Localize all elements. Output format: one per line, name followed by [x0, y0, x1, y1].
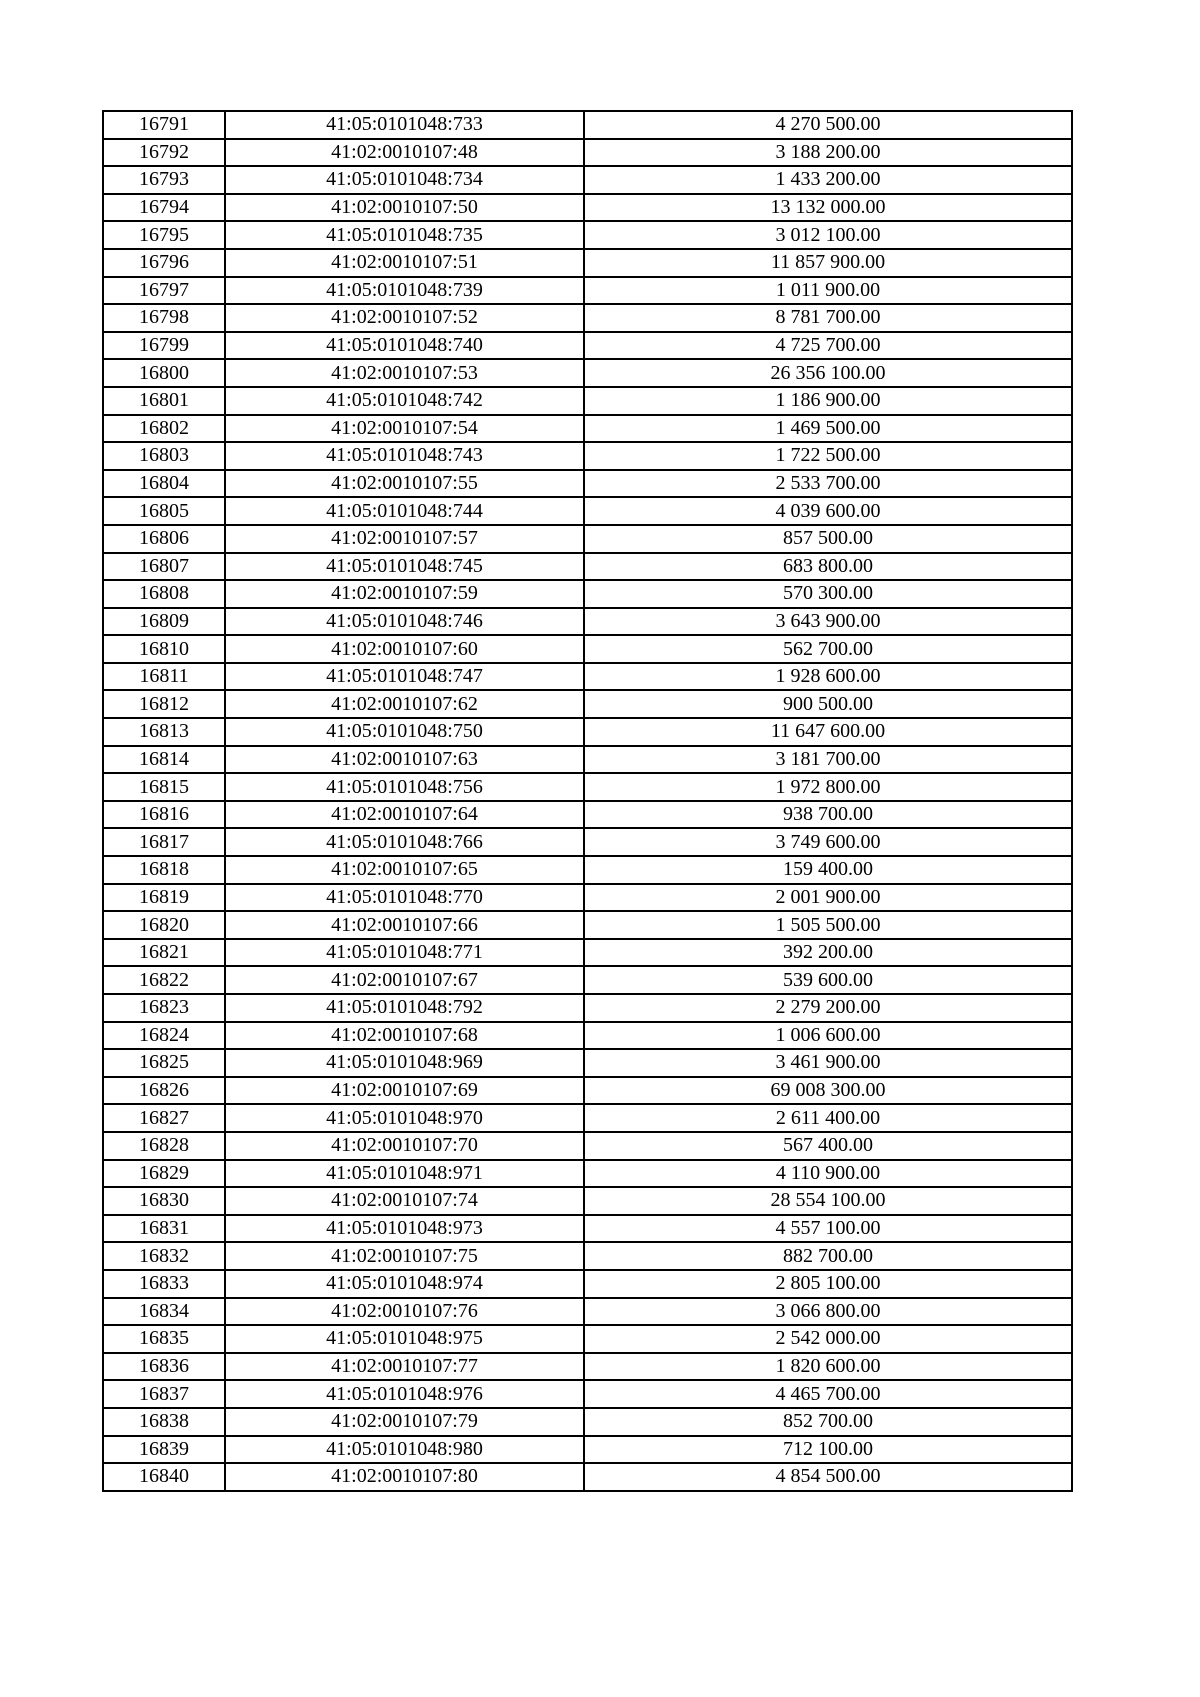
cadastral-number-cell: 41:05:0101048:969: [225, 1049, 584, 1077]
cadastral-value-cell: 1 928 600.00: [584, 663, 1072, 691]
cadastral-value-cell: 1 011 900.00: [584, 277, 1072, 305]
table-row: [103, 773, 1072, 801]
cadastral-value-cell: 2 279 200.00: [584, 994, 1072, 1022]
cadastral-number-cell: 41:02:0010107:64: [225, 801, 584, 829]
cadastral-number-cell: 41:02:0010107:65: [225, 856, 584, 884]
table-row: [103, 856, 1072, 884]
cadastral-value-table: [102, 110, 1073, 1492]
cadastral-value-cell: 11 647 600.00: [584, 718, 1072, 746]
cadastral-value-cell: 562 700.00: [584, 635, 1072, 663]
cadastral-number-cell: 41:02:0010107:57: [225, 525, 584, 553]
cadastral-value-cell: 3 749 600.00: [584, 828, 1072, 856]
table-row: [103, 1325, 1072, 1353]
cadastral-number-cell: 41:02:0010107:48: [225, 139, 584, 167]
row-number-cell: 16821: [103, 939, 225, 967]
table-row: [103, 690, 1072, 718]
row-number-cell: 16828: [103, 1132, 225, 1160]
cadastral-value-cell: 1 469 500.00: [584, 415, 1072, 443]
cadastral-number-cell: 41:05:0101048:734: [225, 166, 584, 194]
table-row: [103, 387, 1072, 415]
row-number-cell: 16825: [103, 1049, 225, 1077]
row-number-cell: 16830: [103, 1187, 225, 1215]
cadastral-number-cell: 41:05:0101048:971: [225, 1160, 584, 1188]
cadastral-value-cell: 567 400.00: [584, 1132, 1072, 1160]
table-row: [103, 1132, 1072, 1160]
cadastral-number-cell: 41:02:0010107:77: [225, 1353, 584, 1381]
table-row: [103, 1049, 1072, 1077]
cadastral-value-cell: 11 857 900.00: [584, 249, 1072, 277]
row-number-cell: 16812: [103, 690, 225, 718]
table-row: [103, 1242, 1072, 1270]
cadastral-value-cell: 683 800.00: [584, 553, 1072, 581]
cadastral-value-cell: 392 200.00: [584, 939, 1072, 967]
table-row: [103, 332, 1072, 360]
row-number-cell: 16815: [103, 773, 225, 801]
row-number-cell: 16809: [103, 608, 225, 636]
table-row: [103, 194, 1072, 222]
table-row: [103, 249, 1072, 277]
table-body: [103, 111, 1072, 1491]
cadastral-number-cell: 41:05:0101048:745: [225, 553, 584, 581]
row-number-cell: 16802: [103, 415, 225, 443]
row-number-cell: 16795: [103, 221, 225, 249]
cadastral-number-cell: 41:05:0101048:974: [225, 1270, 584, 1298]
row-number-cell: 16840: [103, 1463, 225, 1491]
cadastral-value-cell: 1 186 900.00: [584, 387, 1072, 415]
cadastral-value-cell: 3 012 100.00: [584, 221, 1072, 249]
cadastral-number-cell: 41:02:0010107:74: [225, 1187, 584, 1215]
table-row: [103, 1160, 1072, 1188]
cadastral-value-cell: 539 600.00: [584, 966, 1072, 994]
cadastral-value-cell: 2 542 000.00: [584, 1325, 1072, 1353]
row-number-cell: 16792: [103, 139, 225, 167]
cadastral-number-cell: 41:05:0101048:743: [225, 442, 584, 470]
cadastral-number-cell: 41:05:0101048:756: [225, 773, 584, 801]
cadastral-value-cell: 3 188 200.00: [584, 139, 1072, 167]
row-number-cell: 16796: [103, 249, 225, 277]
cadastral-value-cell: 852 700.00: [584, 1408, 1072, 1436]
cadastral-value-cell: 4 039 600.00: [584, 497, 1072, 525]
cadastral-number-cell: 41:05:0101048:750: [225, 718, 584, 746]
row-number-cell: 16803: [103, 442, 225, 470]
cadastral-number-cell: 41:02:0010107:54: [225, 415, 584, 443]
cadastral-value-cell: 3 066 800.00: [584, 1298, 1072, 1326]
cadastral-value-cell: 712 100.00: [584, 1436, 1072, 1464]
row-number-cell: 16833: [103, 1270, 225, 1298]
table-row: [103, 470, 1072, 498]
cadastral-value-cell: 938 700.00: [584, 801, 1072, 829]
table-row: [103, 635, 1072, 663]
table-row: [103, 497, 1072, 525]
row-number-cell: 16798: [103, 304, 225, 332]
row-number-cell: 16829: [103, 1160, 225, 1188]
table-row: [103, 277, 1072, 305]
cadastral-number-cell: 41:02:0010107:70: [225, 1132, 584, 1160]
cadastral-number-cell: 41:02:0010107:52: [225, 304, 584, 332]
row-number-cell: 16813: [103, 718, 225, 746]
cadastral-number-cell: 41:05:0101048:733: [225, 111, 584, 139]
cadastral-value-cell: 4 110 900.00: [584, 1160, 1072, 1188]
row-number-cell: 16799: [103, 332, 225, 360]
row-number-cell: 16823: [103, 994, 225, 1022]
cadastral-value-cell: 4 465 700.00: [584, 1380, 1072, 1408]
cadastral-number-cell: 41:05:0101048:970: [225, 1104, 584, 1132]
row-number-cell: 16827: [103, 1104, 225, 1132]
table-row: [103, 1104, 1072, 1132]
table-row: [103, 939, 1072, 967]
row-number-cell: 16801: [103, 387, 225, 415]
row-number-cell: 16811: [103, 663, 225, 691]
row-number-cell: 16817: [103, 828, 225, 856]
row-number-cell: 16837: [103, 1380, 225, 1408]
cadastral-value-cell: 159 400.00: [584, 856, 1072, 884]
cadastral-number-cell: 41:05:0101048:771: [225, 939, 584, 967]
cadastral-value-cell: 2 611 400.00: [584, 1104, 1072, 1132]
cadastral-number-cell: 41:05:0101048:980: [225, 1436, 584, 1464]
cadastral-number-cell: 41:05:0101048:973: [225, 1215, 584, 1243]
cadastral-number-cell: 41:05:0101048:740: [225, 332, 584, 360]
row-number-cell: 16819: [103, 884, 225, 912]
row-number-cell: 16810: [103, 635, 225, 663]
cadastral-value-cell: 4 854 500.00: [584, 1463, 1072, 1491]
cadastral-value-cell: 1 433 200.00: [584, 166, 1072, 194]
table-row: [103, 1408, 1072, 1436]
row-number-cell: 16814: [103, 746, 225, 774]
table-row: [103, 442, 1072, 470]
cadastral-number-cell: 41:05:0101048:735: [225, 221, 584, 249]
table-row: [103, 718, 1072, 746]
cadastral-number-cell: 41:02:0010107:80: [225, 1463, 584, 1491]
row-number-cell: 16818: [103, 856, 225, 884]
table-row: [103, 166, 1072, 194]
cadastral-value-cell: 3 643 900.00: [584, 608, 1072, 636]
row-number-cell: 16839: [103, 1436, 225, 1464]
row-number-cell: 16807: [103, 553, 225, 581]
cadastral-number-cell: 41:05:0101048:747: [225, 663, 584, 691]
table-row: [103, 525, 1072, 553]
table-row: [103, 1077, 1072, 1105]
cadastral-number-cell: 41:02:0010107:66: [225, 911, 584, 939]
row-number-cell: 16826: [103, 1077, 225, 1105]
cadastral-value-cell: 4 557 100.00: [584, 1215, 1072, 1243]
row-number-cell: 16797: [103, 277, 225, 305]
cadastral-value-cell: 28 554 100.00: [584, 1187, 1072, 1215]
row-number-cell: 16838: [103, 1408, 225, 1436]
cadastral-value-cell: 1 505 500.00: [584, 911, 1072, 939]
row-number-cell: 16805: [103, 497, 225, 525]
cadastral-value-cell: 69 008 300.00: [584, 1077, 1072, 1105]
row-number-cell: 16791: [103, 111, 225, 139]
row-number-cell: 16831: [103, 1215, 225, 1243]
cadastral-value-cell: 3 181 700.00: [584, 746, 1072, 774]
row-number-cell: 16820: [103, 911, 225, 939]
table-row: [103, 828, 1072, 856]
cadastral-value-cell: 1 006 600.00: [584, 1022, 1072, 1050]
cadastral-number-cell: 41:05:0101048:976: [225, 1380, 584, 1408]
row-number-cell: 16836: [103, 1353, 225, 1381]
table-row: [103, 884, 1072, 912]
table-row: [103, 1022, 1072, 1050]
cadastral-number-cell: 41:05:0101048:744: [225, 497, 584, 525]
row-number-cell: 16808: [103, 580, 225, 608]
cadastral-number-cell: 41:02:0010107:63: [225, 746, 584, 774]
cadastral-value-cell: 2 001 900.00: [584, 884, 1072, 912]
table-row: [103, 663, 1072, 691]
cadastral-number-cell: 41:05:0101048:792: [225, 994, 584, 1022]
cadastral-number-cell: 41:02:0010107:79: [225, 1408, 584, 1436]
cadastral-value-cell: 26 356 100.00: [584, 359, 1072, 387]
row-number-cell: 16800: [103, 359, 225, 387]
table-row: [103, 1353, 1072, 1381]
table-row: [103, 415, 1072, 443]
table-row: [103, 580, 1072, 608]
table-row: [103, 801, 1072, 829]
row-number-cell: 16835: [103, 1325, 225, 1353]
table-row: [103, 304, 1072, 332]
cadastral-value-cell: 857 500.00: [584, 525, 1072, 553]
cadastral-number-cell: 41:02:0010107:75: [225, 1242, 584, 1270]
cadastral-value-cell: 1 972 800.00: [584, 773, 1072, 801]
row-number-cell: 16824: [103, 1022, 225, 1050]
table-row: [103, 111, 1072, 139]
cadastral-number-cell: 41:05:0101048:746: [225, 608, 584, 636]
cadastral-value-cell: 2 805 100.00: [584, 1270, 1072, 1298]
cadastral-value-cell: 900 500.00: [584, 690, 1072, 718]
table-row: [103, 359, 1072, 387]
cadastral-number-cell: 41:02:0010107:76: [225, 1298, 584, 1326]
table-row: [103, 1380, 1072, 1408]
row-number-cell: 16794: [103, 194, 225, 222]
cadastral-number-cell: 41:02:0010107:59: [225, 580, 584, 608]
cadastral-value-cell: 4 270 500.00: [584, 111, 1072, 139]
table-row: [103, 1187, 1072, 1215]
cadastral-number-cell: 41:02:0010107:55: [225, 470, 584, 498]
row-number-cell: 16793: [103, 166, 225, 194]
cadastral-number-cell: 41:05:0101048:742: [225, 387, 584, 415]
row-number-cell: 16804: [103, 470, 225, 498]
cadastral-value-cell: 882 700.00: [584, 1242, 1072, 1270]
cadastral-value-cell: 13 132 000.00: [584, 194, 1072, 222]
table-row: [103, 966, 1072, 994]
table-row: [103, 994, 1072, 1022]
table-row: [103, 1436, 1072, 1464]
cadastral-value-cell: 4 725 700.00: [584, 332, 1072, 360]
table-row: [103, 1270, 1072, 1298]
cadastral-number-cell: 41:02:0010107:67: [225, 966, 584, 994]
cadastral-number-cell: 41:05:0101048:975: [225, 1325, 584, 1353]
cadastral-value-cell: 570 300.00: [584, 580, 1072, 608]
cadastral-number-cell: 41:02:0010107:51: [225, 249, 584, 277]
cadastral-value-cell: 1 722 500.00: [584, 442, 1072, 470]
cadastral-value-cell: 3 461 900.00: [584, 1049, 1072, 1077]
table-row: [103, 1215, 1072, 1243]
table-row: [103, 139, 1072, 167]
row-number-cell: 16822: [103, 966, 225, 994]
table-row: [103, 1463, 1072, 1491]
cadastral-number-cell: 41:05:0101048:766: [225, 828, 584, 856]
table-row: [103, 608, 1072, 636]
row-number-cell: 16806: [103, 525, 225, 553]
table-row: [103, 221, 1072, 249]
cadastral-number-cell: 41:05:0101048:739: [225, 277, 584, 305]
cadastral-number-cell: 41:02:0010107:53: [225, 359, 584, 387]
cadastral-number-cell: 41:02:0010107:50: [225, 194, 584, 222]
table-row: [103, 1298, 1072, 1326]
row-number-cell: 16832: [103, 1242, 225, 1270]
table-row: [103, 911, 1072, 939]
cadastral-number-cell: 41:02:0010107:62: [225, 690, 584, 718]
cadastral-value-cell: 1 820 600.00: [584, 1353, 1072, 1381]
cadastral-number-cell: 41:02:0010107:69: [225, 1077, 584, 1105]
cadastral-number-cell: 41:05:0101048:770: [225, 884, 584, 912]
row-number-cell: 16816: [103, 801, 225, 829]
cadastral-number-cell: 41:02:0010107:60: [225, 635, 584, 663]
cadastral-number-cell: 41:02:0010107:68: [225, 1022, 584, 1050]
table-row: [103, 746, 1072, 774]
table-row: [103, 553, 1072, 581]
cadastral-value-cell: 2 533 700.00: [584, 470, 1072, 498]
cadastral-value-cell: 8 781 700.00: [584, 304, 1072, 332]
row-number-cell: 16834: [103, 1298, 225, 1326]
